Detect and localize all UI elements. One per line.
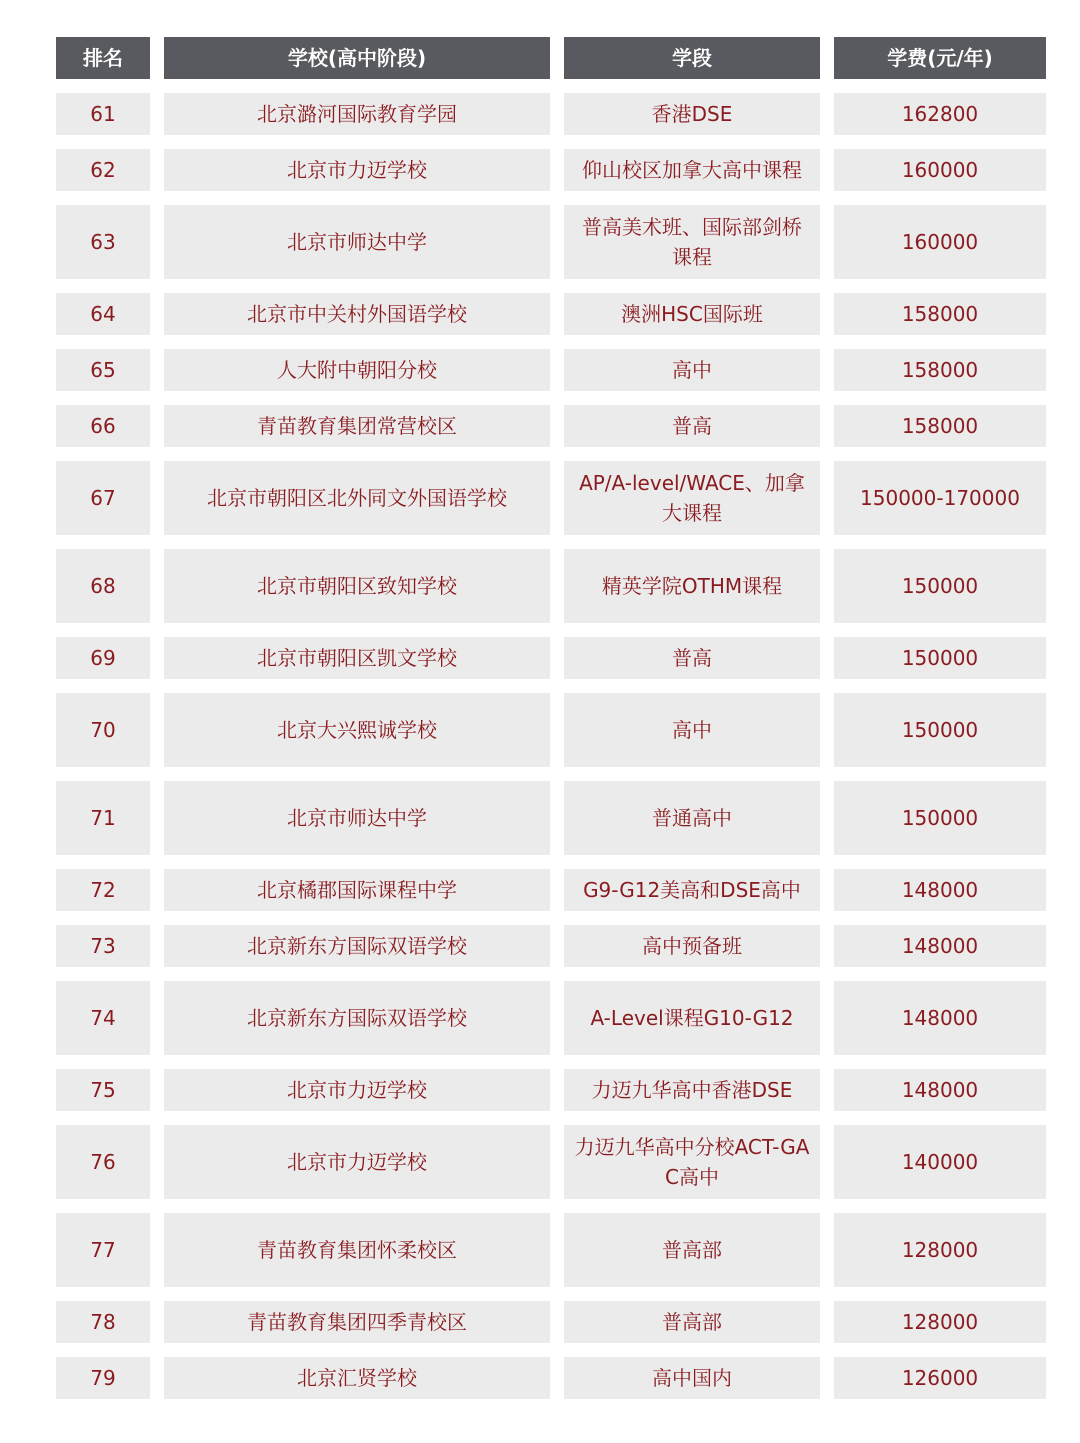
cell-stage: 高中 (564, 349, 820, 391)
cell-stage: 精英学院OTHM课程 (564, 549, 820, 623)
cell-school: 北京市中关村外国语学校 (164, 293, 550, 335)
cell-school: 北京市朝阳区凯文学校 (164, 637, 550, 679)
cell-school: 青苗教育集团四季青校区 (164, 1301, 550, 1343)
school-fee-table (56, 37, 1046, 1399)
table-row (56, 549, 1046, 623)
cell-stage: 高中国内 (564, 1357, 820, 1399)
cell-rank: 75 (56, 1069, 150, 1111)
table-row (56, 405, 1046, 447)
cell-rank: 65 (56, 349, 150, 391)
cell-rank: 79 (56, 1357, 150, 1399)
table-row (56, 925, 1046, 967)
header-stage: 学段 (564, 37, 820, 79)
cell-rank: 66 (56, 405, 150, 447)
cell-fee: 150000 (834, 637, 1046, 679)
cell-school: 北京市师达中学 (164, 205, 550, 279)
table-row (56, 1125, 1046, 1199)
cell-rank: 74 (56, 981, 150, 1055)
cell-school: 北京新东方国际双语学校 (164, 981, 550, 1055)
cell-school: 北京市朝阳区致知学校 (164, 549, 550, 623)
cell-stage: 普通高中 (564, 781, 820, 855)
cell-school: 北京潞河国际教育学园 (164, 93, 550, 135)
cell-rank: 62 (56, 149, 150, 191)
cell-school: 北京市力迈学校 (164, 1069, 550, 1111)
cell-fee: 150000 (834, 693, 1046, 767)
cell-stage: 高中预备班 (564, 925, 820, 967)
cell-fee: 126000 (834, 1357, 1046, 1399)
header-fee: 学费(元/年) (834, 37, 1046, 79)
cell-stage: AP/A-level/WACE、加拿大课程 (564, 461, 820, 535)
cell-stage: 普高 (564, 637, 820, 679)
cell-stage: 普高部 (564, 1301, 820, 1343)
table-row (56, 461, 1046, 535)
table-row (56, 869, 1046, 911)
cell-school: 北京新东方国际双语学校 (164, 925, 550, 967)
cell-school: 北京橘郡国际课程中学 (164, 869, 550, 911)
table-body (56, 93, 1046, 1399)
header-school: 学校(高中阶段) (164, 37, 550, 79)
cell-school: 北京市力迈学校 (164, 149, 550, 191)
cell-stage: 香港DSE (564, 93, 820, 135)
cell-rank: 76 (56, 1125, 150, 1199)
cell-fee: 128000 (834, 1301, 1046, 1343)
cell-rank: 67 (56, 461, 150, 535)
table-row (56, 1069, 1046, 1111)
cell-stage: 力迈九华高中香港DSE (564, 1069, 820, 1111)
table-row (56, 349, 1046, 391)
cell-fee: 158000 (834, 349, 1046, 391)
cell-fee: 150000 (834, 549, 1046, 623)
cell-school: 青苗教育集团常营校区 (164, 405, 550, 447)
cell-stage: A-Level课程G10-G12 (564, 981, 820, 1055)
cell-rank: 70 (56, 693, 150, 767)
cell-fee: 148000 (834, 981, 1046, 1055)
cell-fee: 158000 (834, 293, 1046, 335)
cell-fee: 160000 (834, 149, 1046, 191)
table-row (56, 981, 1046, 1055)
table-row (56, 149, 1046, 191)
cell-school: 北京汇贤学校 (164, 1357, 550, 1399)
cell-school: 青苗教育集团怀柔校区 (164, 1213, 550, 1287)
cell-rank: 69 (56, 637, 150, 679)
cell-rank: 73 (56, 925, 150, 967)
table-row (56, 93, 1046, 135)
cell-school: 北京大兴熙诚学校 (164, 693, 550, 767)
table-row (56, 1213, 1046, 1287)
cell-fee: 158000 (834, 405, 1046, 447)
cell-rank: 61 (56, 93, 150, 135)
cell-school: 人大附中朝阳分校 (164, 349, 550, 391)
cell-rank: 71 (56, 781, 150, 855)
cell-rank: 78 (56, 1301, 150, 1343)
cell-fee: 162800 (834, 93, 1046, 135)
cell-rank: 63 (56, 205, 150, 279)
table-row (56, 293, 1046, 335)
table-row (56, 693, 1046, 767)
cell-stage: 普高部 (564, 1213, 820, 1287)
cell-fee: 128000 (834, 1213, 1046, 1287)
cell-stage: G9-G12美高和DSE高中 (564, 869, 820, 911)
header-rank: 排名 (56, 37, 150, 79)
cell-rank: 68 (56, 549, 150, 623)
cell-stage: 高中 (564, 693, 820, 767)
cell-stage: 普高 (564, 405, 820, 447)
cell-fee: 140000 (834, 1125, 1046, 1199)
cell-fee: 148000 (834, 925, 1046, 967)
cell-fee: 160000 (834, 205, 1046, 279)
cell-stage: 力迈九华高中分校ACT-GAC高中 (564, 1125, 820, 1199)
cell-school: 北京市朝阳区北外同文外国语学校 (164, 461, 550, 535)
cell-fee: 150000 (834, 781, 1046, 855)
cell-fee: 148000 (834, 869, 1046, 911)
cell-stage: 普高美术班、国际部剑桥课程 (564, 205, 820, 279)
table-row (56, 637, 1046, 679)
cell-rank: 72 (56, 869, 150, 911)
cell-rank: 64 (56, 293, 150, 335)
cell-stage: 澳洲HSC国际班 (564, 293, 820, 335)
cell-fee: 148000 (834, 1069, 1046, 1111)
table-header (56, 37, 1046, 79)
table-row (56, 205, 1046, 279)
table-row (56, 1301, 1046, 1343)
cell-rank: 77 (56, 1213, 150, 1287)
cell-school: 北京市师达中学 (164, 781, 550, 855)
cell-school: 北京市力迈学校 (164, 1125, 550, 1199)
table-row (56, 781, 1046, 855)
cell-fee: 150000-170000 (834, 461, 1046, 535)
cell-stage: 仰山校区加拿大高中课程 (564, 149, 820, 191)
table-row (56, 1357, 1046, 1399)
